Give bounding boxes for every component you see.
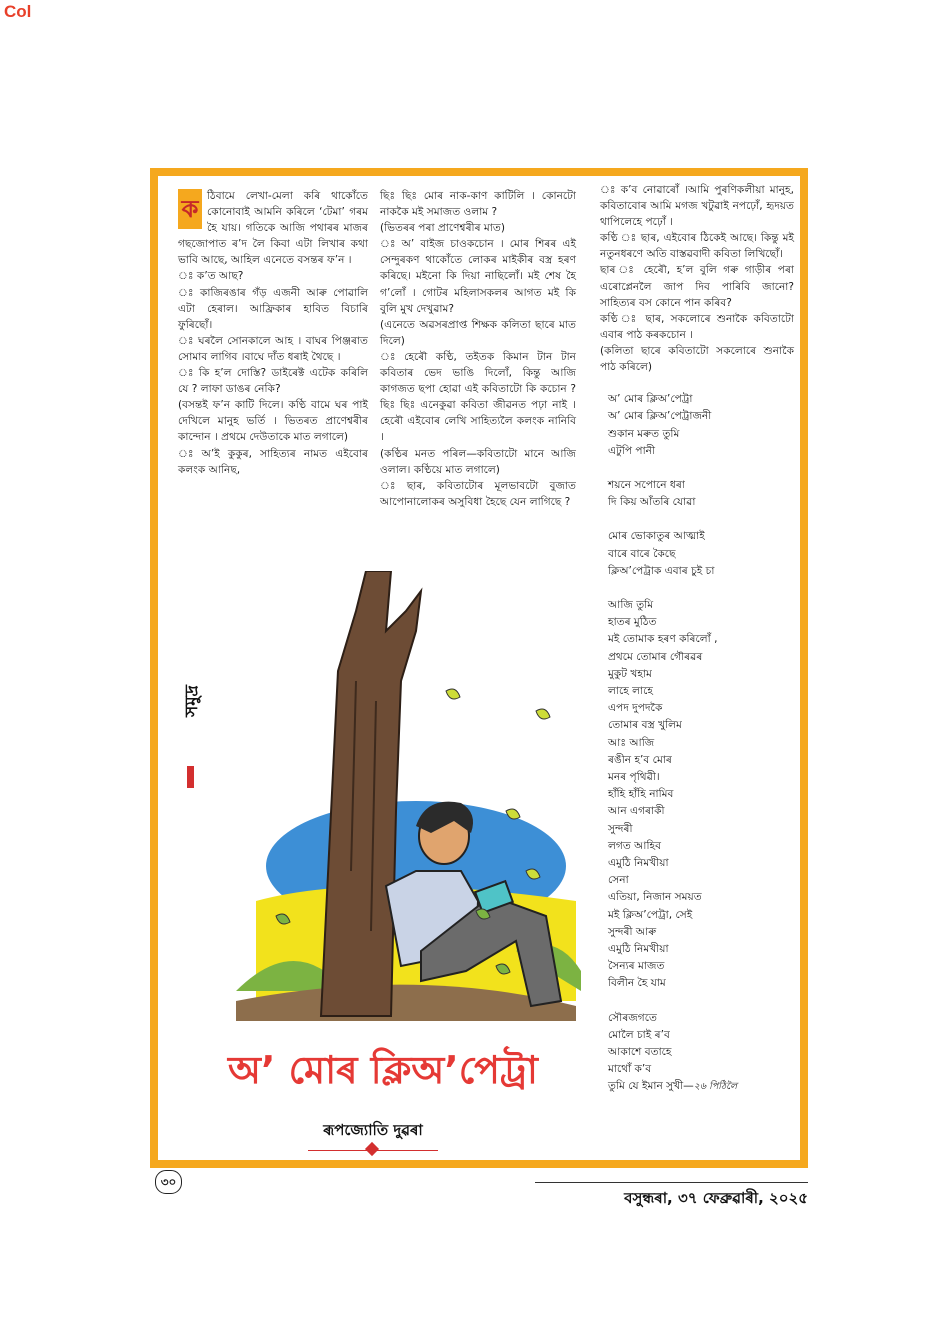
poem-line: আঃ আজি <box>608 736 655 749</box>
text-column-1 <box>178 188 368 478</box>
paragraph: ঃ কি হ’ল দোস্তি? ডাইৰেক্ট এটেক কৰিলি যে ? লাফা ডাঙৰ নেকি? <box>178 367 368 396</box>
paragraph: ঃ ঘৰলৈ সোনকালে আহ । বাঘৰ পিঞ্জৰাত সোমাব লাগিব ।বাঘে দাঁত ধৰাই থৈছে । <box>178 334 368 363</box>
poem-line: এমুঠি নিমখীয়া <box>608 943 669 956</box>
poem-line: লগত আহিব <box>608 839 662 852</box>
paragraph: ঃ ছাৰ, কবিতাটোৰ মূলভাবটো বুজাত আপোনালোকৰ অসুবিধা হৈছে যেন লাগিছে ? <box>380 479 576 508</box>
paragraph: (এনেতে অৱসৰপ্ৰাপ্ত শিক্ষক কলিতা ছাৰে মাত দিলে) <box>380 318 576 347</box>
poem-line: সৌৰজগতে <box>608 1011 657 1024</box>
poem-line: মোৰ ভোকাতুৰ আত্মাই <box>608 530 705 543</box>
poem-line: সুন্দৰী আৰু <box>608 925 657 938</box>
poem-line: এপদ দুপদকৈ <box>608 702 663 715</box>
paragraph: ছিঃ ছিঃ মোৰ নাক-কাণ কাটিলি । কোনটো নাককৈ মই সমাজত ওলাম ? <box>380 190 576 219</box>
leaf <box>536 709 550 719</box>
paragraph: ঃ কাজিৰঙাৰ গঁড় এজনী আৰু পোৱালি এটা হেৰাল। আফ্ৰিকাৰ হাবিত বিচাৰি ফুৰিছোঁ। <box>178 286 368 331</box>
poem-line: প্ৰথমে তোমাৰ গৌৰৱৰ <box>608 650 703 663</box>
poem <box>600 391 794 1096</box>
poem-line: মনৰ পৃথিৱী। <box>608 770 660 783</box>
page-number: ৩০ <box>155 1170 182 1194</box>
poem-line: এটুপি পানী <box>608 444 656 457</box>
cartoon-illustration <box>216 571 586 1021</box>
poem-line: হাঁহি হাঁহি নামিব <box>608 788 674 801</box>
continued-note: ২৬ পিঠিলৈ <box>693 1081 738 1093</box>
poem-line: লাহে লাহে <box>608 684 653 697</box>
footer-rule <box>535 1182 808 1183</box>
poem-line: এমুঠি নিমখীয়া <box>608 857 669 869</box>
paragraph: ক ঠিবামে লেখা-মেলা কৰি থাকোঁতে কোনোবাই আমনি কৰিলে ‘টেমা’ গৰম হৈ যায়। গতিকে আজি পথাৰৰ মাজৰ গছজোপাত ৰ’দ লৈ কিবা এটা লিখাৰ কথা ভাবি আছে, আহিল এনেতে বসন্তৰ ফ’ন । <box>178 190 368 267</box>
footer-masthead: বসুন্ধৰা, ৩৭ ফেব্ৰুৱাৰী, ২০২৫ <box>624 1189 808 1207</box>
paragraph: ঃ হেৰৌ কণ্ঠি, তইতক কিমান টান টান কবিতাৰ ভেদ ভাঙি দিলোঁ, কিন্তু আজি কাগজত ছপা হোৱা এই কবিতাটো কি কচোন ? ছিঃ ছিঃ এনেকুৱা কবিতা জীৱনত পঢ়া নাই । হেৰৌ এইবোৰ লেখি সাহিত্যলৈ কলংক নানিবি । <box>380 350 576 444</box>
paragraph: (ভিতৰৰ পৰা প্ৰাণেশ্বৰীৰ মাত) <box>380 222 505 235</box>
poem-stanza <box>600 477 794 511</box>
section-label: সমুদ্ৰ <box>182 685 202 717</box>
paragraph: ঃ অ’ই কুকুৰ, সাহিত্যৰ নামত এইবোৰ কলংক আনিছ, <box>178 447 368 476</box>
paragraph: কণ্ঠি ঃ ছাৰ, সকলোৰে শুনাকৈ কবিতাটো এবাৰ পাঠ কৰকচোন । <box>600 312 794 341</box>
corner-label: Col <box>4 2 32 21</box>
poem-line: ক্লিঅ’পেট্ৰাক এবাৰ চুই চা <box>608 564 715 577</box>
paragraph: ছাৰ ঃ হেৰৌ, হ’ল বুলি গৰু গাড়ীৰ পৰা এৰোপ্লেনলৈ জাপ দিব পাৰিবি জানো? সাহিত্যৰ বস কোনে পান কৰিব? <box>600 264 794 309</box>
poem-line: এতিয়া, নিজান সময়ত <box>608 891 702 904</box>
poem-line: তুমি যে ইমান সুখী— <box>608 1080 694 1093</box>
leaf <box>446 689 460 699</box>
poem-line: সুন্দৰী <box>608 822 633 835</box>
section-marker <box>187 766 194 788</box>
poem-line: বাৰে বাৰে কৈছে <box>608 547 676 560</box>
paragraph: (কলিতা ছাৰে কবিতাটো সকলোৰে শুনাকৈ পাঠ কৰিলে) <box>600 344 794 374</box>
poem-line: দি কিয় আঁতৰি যোৱা <box>608 496 696 509</box>
poem-line: আন এগৰাকী <box>608 805 665 818</box>
poem-line: বিলীন হৈ যাম <box>608 977 666 990</box>
poem-line: শয়নে সপোনে ধৰা <box>608 478 685 491</box>
paragraph: (বসন্তই ফ’ন কাটি দিলে। কণ্ঠি বামে ঘৰ পাই দেখিলে মানুহ ভৰ্তি । ভিতৰত প্ৰাণেশ্বৰীৰ কান্দোন । প্ৰথমে দেউতাকে মাত লগালে) <box>178 399 368 444</box>
poem-line: সৈন্যৰ মাজত <box>608 960 665 973</box>
poem-line: আজি তুমি <box>608 598 654 611</box>
poem-line: মই ক্লিঅ’পেট্ৰা, সেই <box>608 908 693 921</box>
paragraph: (কণ্ঠিৰ মনত পৰিল—কবিতাটো মানে আজি ওলাল। কণ্ঠিয়ে মাত লগালে) <box>380 447 576 476</box>
paragraph: কণ্ঠি ঃ ছাৰ, এইবোৰ ঠিকেই আছে। কিন্তু মই নতুনধৰণে অতি বাস্তৱবাদী কবিতা লিখিছোঁ। <box>600 232 794 261</box>
poem-stanza <box>600 391 794 460</box>
paragraph: ঃ ক’ত আছ? <box>178 270 244 283</box>
poem-stanza <box>600 528 794 580</box>
paragraph: ঃ অ’ বাইজ চাওকচোন । মোৰ শিৰৰ এই সেন্দুৰকণ থাকোঁতে লোকৰ মাইকীৰ বস্ত্ৰ হৰণ কৰিছে। মইনো কি দিয়া নাছিলোঁ। মই শেষ হৈ গ’লোঁ । গোটৰ মহিলাসকলৰ আগত মই কি বুলি মুখ দেখুৱাম? <box>380 238 576 315</box>
poem-last-line <box>608 1078 794 1095</box>
author-name: ৰূপজ্যোতি দুৱৰা <box>323 1121 423 1139</box>
text-column-2 <box>380 188 576 510</box>
poem-line: তোমাৰ বস্ত্ৰ খুলিম <box>608 719 682 732</box>
poem-line: আকাশে বতাহে <box>608 1046 672 1059</box>
drop-cap: ক <box>178 189 202 229</box>
poem-line: অ’ মোৰ ক্লিঅ’পেট্ৰা <box>608 393 693 406</box>
text-column-3 <box>600 182 794 1096</box>
poem-line: মাথোঁ ক’ব <box>608 1063 652 1076</box>
poem-line: ৰঙীন হ’ব মোৰ <box>608 753 672 766</box>
poem-line: শুকান মৰুত তুমি <box>608 427 680 440</box>
poem-line: সেনা <box>608 874 629 887</box>
article-frame <box>150 168 808 1168</box>
poem-line: অ’ মোৰ ক্লিঅ’পেট্ৰাজনী <box>608 410 712 423</box>
poem-line: মুকুট খহাম <box>608 667 652 680</box>
poem-line: হাতৰ মুঠিত <box>608 616 657 629</box>
poem-line: মই তোমাক হৰণ কৰিলোঁ , <box>608 633 718 646</box>
story-title: অ’ মোৰ ক্লিঅ’পেট্ৰা <box>228 1048 538 1092</box>
poem-stanza <box>600 597 794 993</box>
author-diamond-ornament <box>365 1142 379 1156</box>
poem-line: মোলৈ চাই ৰ’ব <box>608 1028 670 1041</box>
paragraph: ঃ ক’ব নোৱাৰোঁ ।আমি পুৰণিকলীয়া মানুহ, কবিতাবোৰ আমি মগজ খটুৱাই নপঢ়োঁ, হৃদয়ত থাপিলেহে পঢ়োঁ । <box>600 184 794 229</box>
poem-stanza <box>600 1010 794 1096</box>
